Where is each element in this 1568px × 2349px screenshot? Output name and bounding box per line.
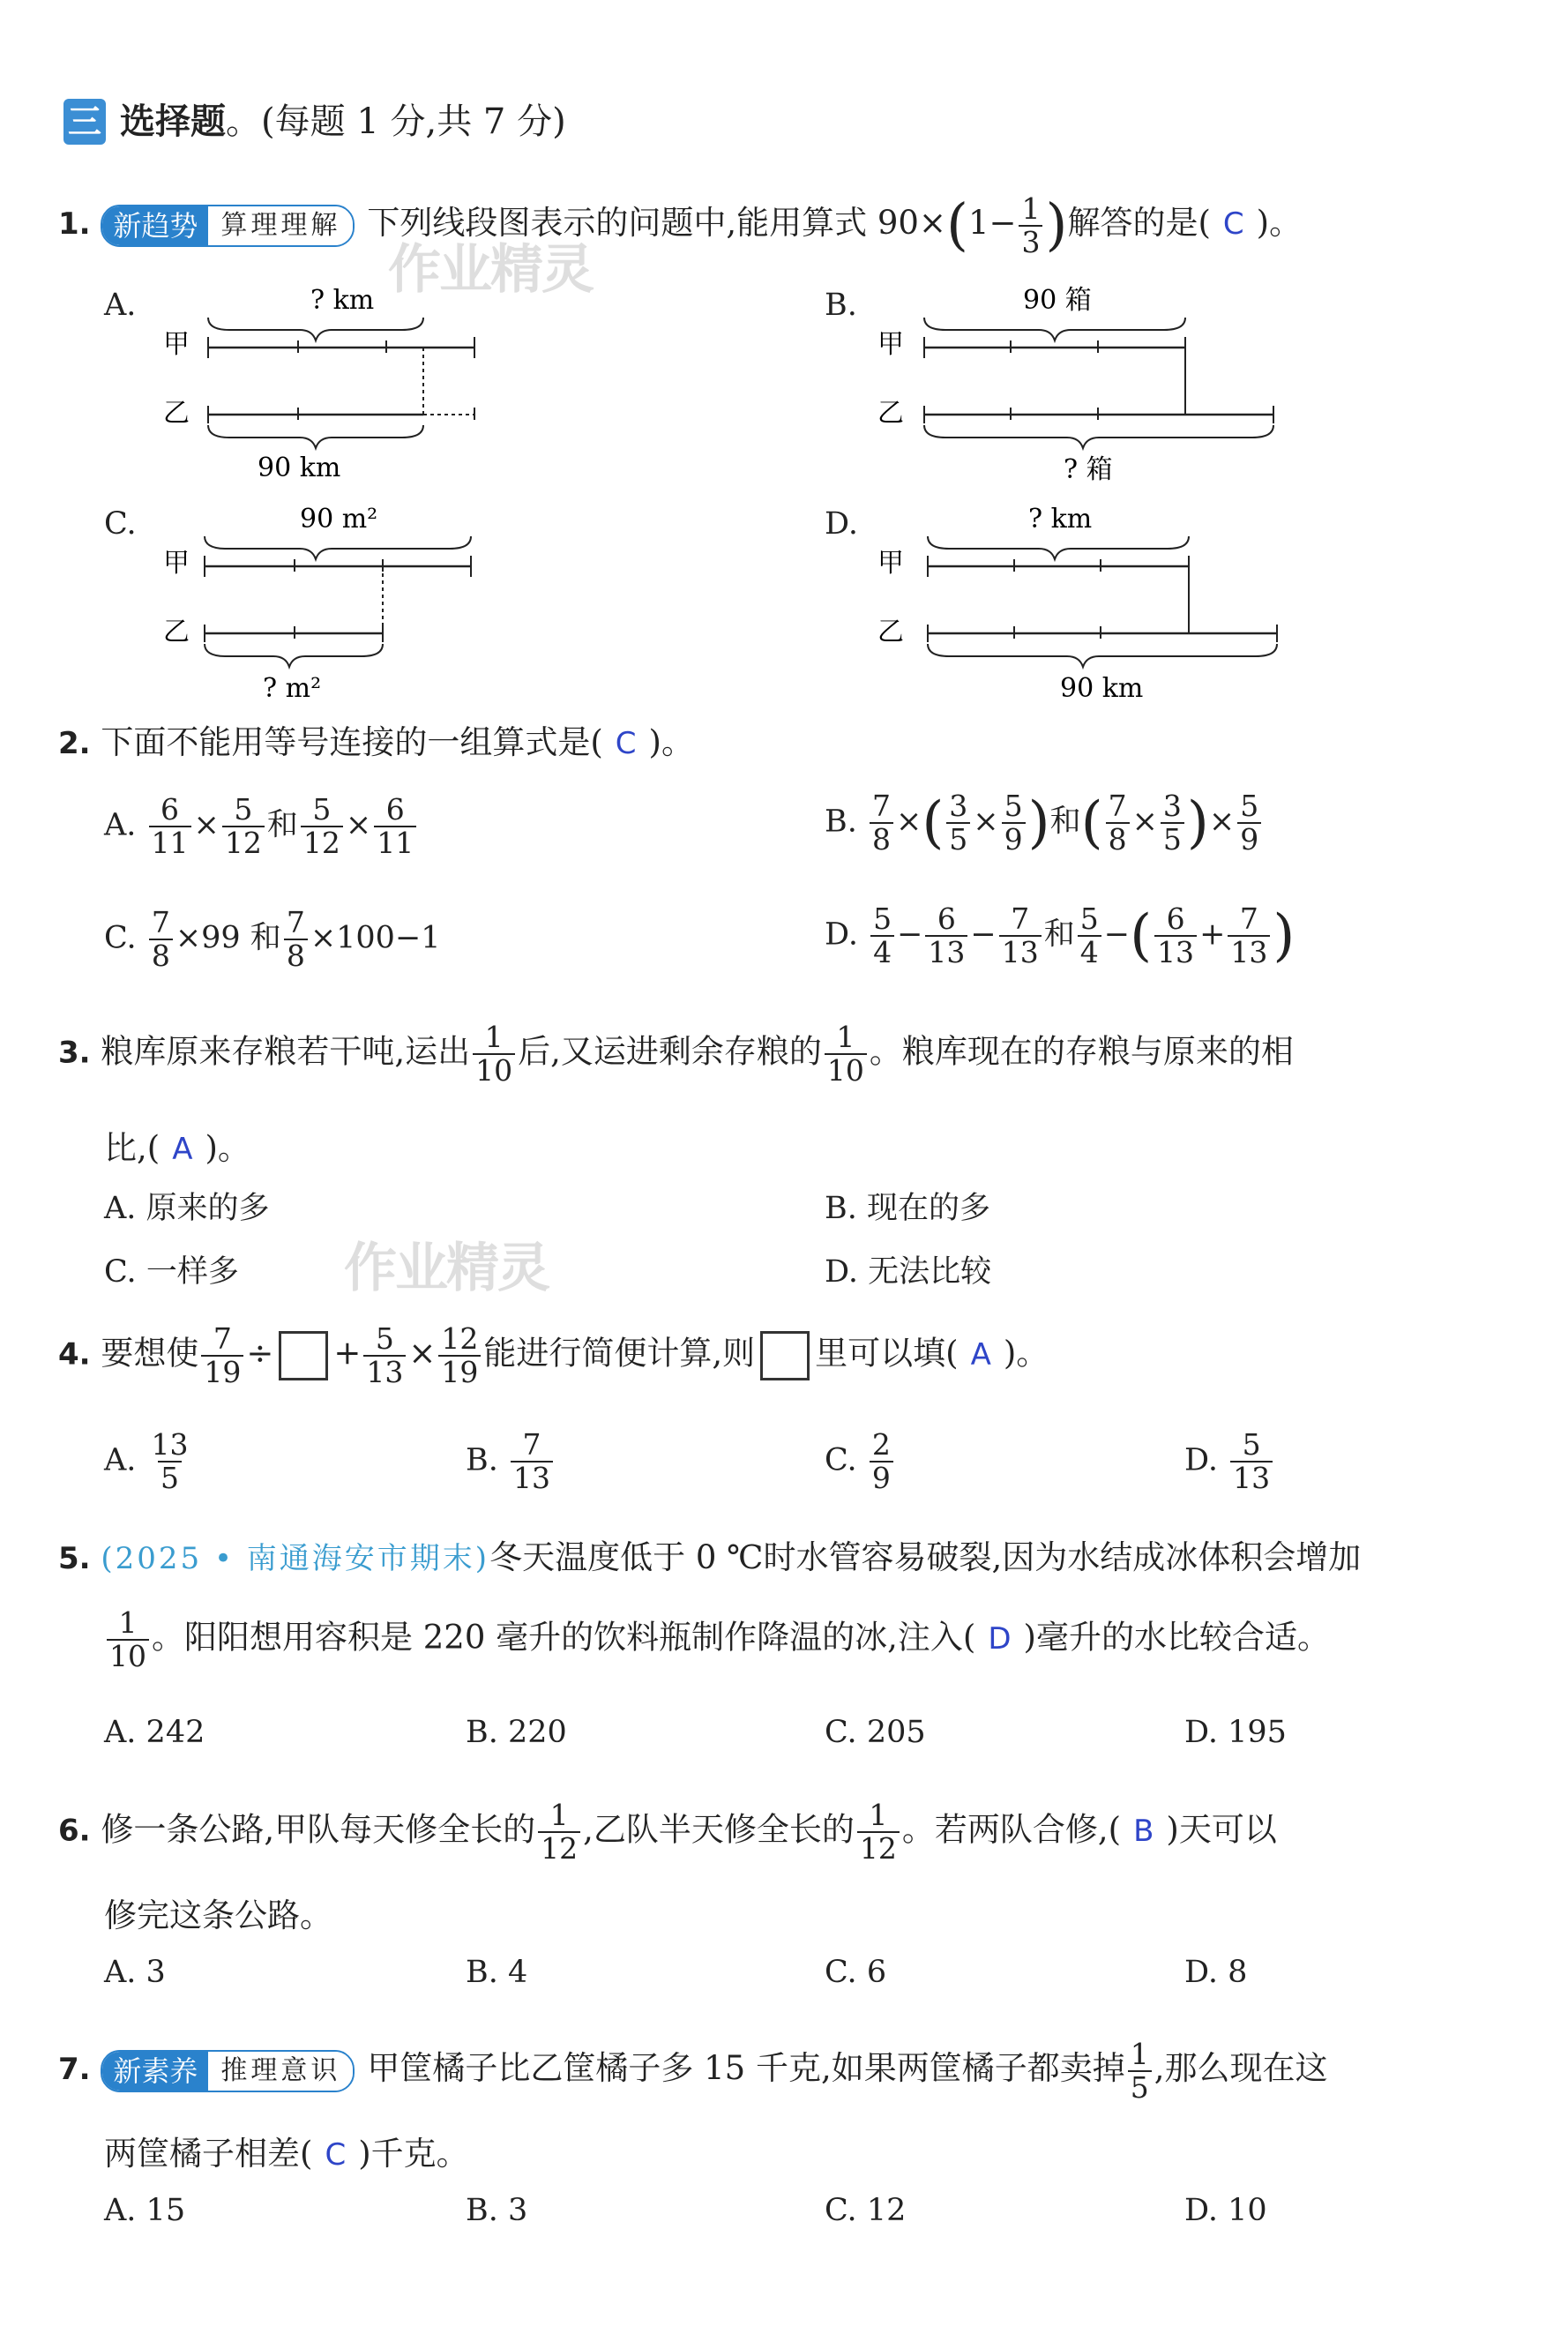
label-jia: 甲 — [163, 329, 190, 360]
answer-mark: B — [1133, 1813, 1154, 1849]
top-label: 90 m² — [300, 504, 378, 535]
tag-badge — [101, 205, 355, 247]
q6-option-c: C. 6 — [825, 1955, 887, 1990]
bottom-label: ? m² — [263, 673, 322, 704]
question-number: 1. — [58, 206, 91, 242]
q4-option-a: A. $\frac{13}{5}$ — [104, 1427, 189, 1495]
watermark-1: 作业精灵 — [388, 239, 593, 301]
question-close: )。 — [648, 723, 694, 761]
blank-box — [279, 1331, 328, 1380]
diagram-a — [159, 273, 494, 485]
q7-option-d: D. 10 — [1184, 2193, 1267, 2228]
diagram-c-letter: C. — [104, 506, 137, 542]
label-yi: 乙 — [163, 617, 190, 647]
tag-badge: 新素养 推理意识 — [101, 2050, 355, 2092]
q3-option-a: A. 原来的多 — [104, 1191, 270, 1226]
question-text: 下面不能用等号连接的一组算式是( — [101, 723, 603, 761]
q4-option-d: D. $\frac{5}{13}$ — [1184, 1429, 1275, 1494]
tag-secondary: 算理理解 — [208, 206, 353, 245]
question-3: 3. 粮库原来存粮若干吨,运出 $\frac{1}{10}$ 后,又运进剩余存粮的 $\frac{1}{10}$ 。粮库现在的存粮与原来的相 — [58, 1020, 1294, 1088]
answer-mark: A — [970, 1336, 991, 1373]
q7-option-b: B. 3 — [466, 2193, 528, 2228]
answer-mark: C — [325, 2137, 347, 2173]
source-label: (2025 • 南通海安市期末) — [101, 1541, 490, 1576]
q7-option-a: A. 15 — [104, 2193, 186, 2228]
top-brace — [928, 536, 1189, 559]
q7-option-c: C. 12 — [825, 2193, 907, 2228]
top-label: 90 箱 — [1023, 285, 1092, 316]
blank-box — [760, 1331, 810, 1380]
q3-option-c: C. 一样多 — [104, 1254, 239, 1290]
q4-option-c: C. $\frac{2}{9}$ — [825, 1429, 896, 1494]
q6-option-d: D. 8 — [1184, 1955, 1248, 1990]
label-yi: 乙 — [877, 617, 904, 647]
diagram-c — [159, 492, 494, 704]
q5-option-d: D. 195 — [1184, 1715, 1287, 1750]
question-1 — [58, 192, 1302, 258]
question-6-line-2: 修完这条公路。 — [104, 1896, 332, 1934]
label-jia: 甲 — [163, 548, 190, 579]
question-5-line-2: $\frac{1}{10}$ 。阳阳想用容积是 220 毫升的饮料瓶制作降温的冰,注入( D )毫升的水比较合适。 — [104, 1607, 1330, 1672]
section-number-badge: 三 — [63, 99, 106, 145]
q5-option-b: B. 220 — [466, 1715, 567, 1750]
bottom-brace — [928, 644, 1277, 667]
section-note: 。(每题 1 分,共 7 分) — [226, 101, 566, 142]
fraction: $\frac{1}{3}$ — [1019, 193, 1042, 258]
bottom-label: 90 km — [258, 453, 341, 483]
answer-mark: D — [988, 1620, 1012, 1657]
bottom-label: ? 箱 — [1064, 454, 1113, 485]
question-5: 5. (2025 • 南通海安市期末)冬天温度低于 0 ℃时水管容易破裂,因为水结成冰体积会增加 — [58, 1538, 1362, 1576]
question-number: 2. — [58, 726, 91, 761]
bottom-label: 90 km — [1060, 673, 1144, 704]
right-paren: ) — [1045, 192, 1068, 258]
section-heading — [120, 97, 566, 146]
top-brace — [924, 318, 1185, 340]
q5-option-a: A. 242 — [104, 1715, 205, 1750]
question-7: 7. 新素养 推理意识 甲筐橘子比乙筐橘子多 15 千克,如果两筐橘子都卖掉 $\frac{1}{5}$ ,那么现在这 — [58, 2036, 1328, 2105]
expr-part: 1− — [967, 204, 1017, 242]
question-close: )。 — [1256, 204, 1303, 242]
diagram-b-letter: B. — [825, 288, 857, 323]
question-text-after: 解答的是( — [1067, 204, 1211, 242]
q3-option-d: D. 无法比较 — [825, 1254, 992, 1290]
question-2 — [58, 723, 694, 763]
question-7-line-2: 两筐橘子相差( C )千克。 — [104, 2135, 469, 2173]
answer-mark: C — [615, 726, 637, 761]
q4-option-b: B. $\frac{7}{13}$ — [466, 1429, 556, 1494]
q6-option-a: A. 3 — [104, 1955, 166, 1990]
q3-option-b: B. 现在的多 — [825, 1191, 991, 1226]
q5-option-c: C. 205 — [825, 1715, 926, 1750]
label-yi: 乙 — [877, 398, 904, 429]
top-label: ? km — [310, 285, 375, 316]
bottom-brace — [924, 425, 1273, 448]
answer-mark: A — [172, 1132, 193, 1167]
answer-mark: C — [1222, 206, 1244, 242]
diagram-d — [873, 492, 1296, 704]
bottom-brace — [205, 644, 383, 667]
left-paren: ( — [945, 192, 968, 258]
q2-option-d: D. $\frac{5}{4}$ − $\frac{6}{13}$ − $\frac{7}{13}$ 和 $\frac{5}{4}$ −( $\frac{6}{13}$ + $\frac{7}{13}$ ) — [825, 901, 1295, 969]
bottom-brace — [208, 425, 423, 448]
diagram-b — [873, 273, 1296, 485]
question-text: 下列线段图表示的问题中,能用算式 90× — [367, 204, 946, 242]
q6-option-b: B. 4 — [466, 1955, 528, 1990]
question-6: 6. 修一条公路,甲队每天修全长的 $\frac{1}{12}$ ,乙队半天修全长的 $\frac{1}{12}$ 。若两队合修,( B )天可以 — [58, 1798, 1277, 1866]
top-brace — [208, 318, 423, 340]
diagram-d-letter: D. — [825, 506, 858, 542]
q2-option-a: A. $\frac{6}{11}$ × $\frac{5}{12}$ 和 $\frac{5}{12}$ × $\frac{6}{11}$ — [104, 794, 419, 859]
top-brace — [205, 536, 471, 559]
q2-option-b: B. $\frac{7}{8}$ ×( $\frac{3}{5}$ × $\frac{5}{9}$ )和( $\frac{7}{8}$ × $\frac{3}{5}$ )× $\frac{5}{9}$ — [825, 790, 1264, 856]
label-jia: 甲 — [877, 548, 904, 579]
label-jia: 甲 — [877, 329, 904, 360]
tag-primary: 新趋势 — [102, 206, 208, 245]
q2-option-c: C. $\frac{7}{8}$ ×99 和 $\frac{7}{8}$ ×100−1 — [104, 905, 441, 973]
diagram-a-letter: A. — [104, 288, 137, 323]
watermark-2: 作业精灵 — [344, 1238, 549, 1299]
question-4: 4. 要想使 $\frac{7}{19}$ ÷ + $\frac{5}{13}$ × $\frac{12}{19}$ 能进行简便计算,则 里可以填( A )。 — [58, 1321, 1049, 1389]
question-3-line-2: 比,( A )。 — [104, 1129, 250, 1167]
section-title: 选择题 — [120, 101, 226, 142]
top-label: ? km — [1028, 504, 1093, 535]
label-yi: 乙 — [163, 398, 190, 429]
